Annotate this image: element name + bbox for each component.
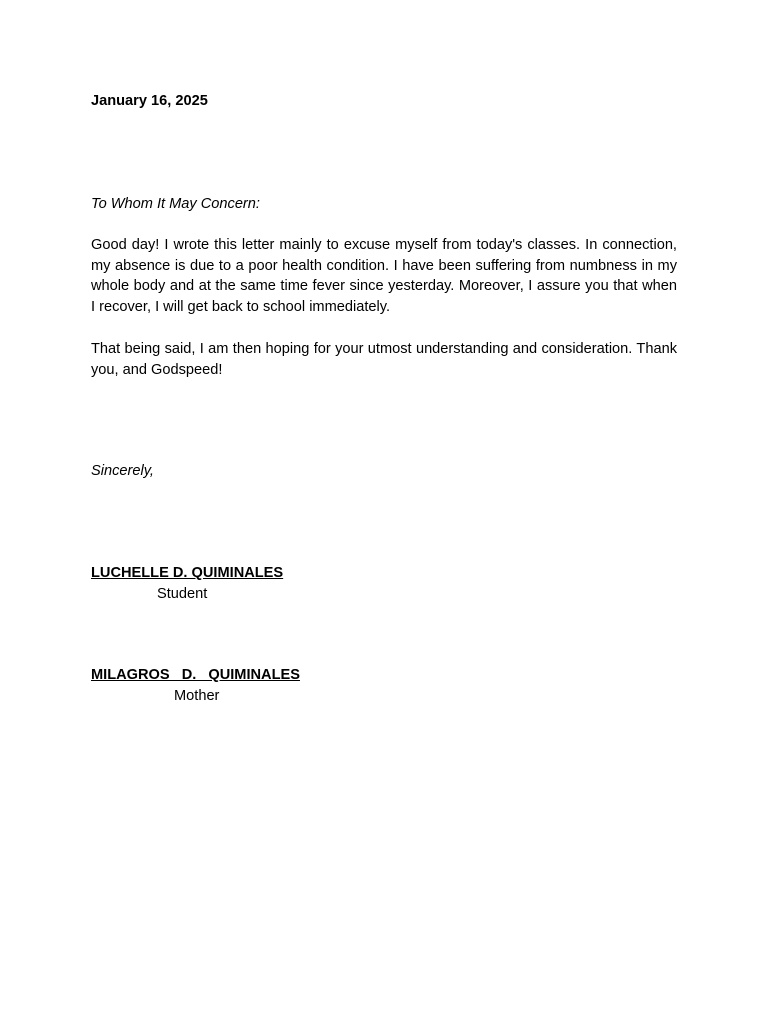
signatory-role-student: Student [157, 586, 208, 602]
salutation: To Whom It May Concern: [91, 196, 260, 212]
signatory-name-mother: MILAGROS D. QUIMINALES [91, 667, 300, 683]
closing: Sincerely, [91, 463, 154, 479]
body-paragraph-1: Good day! I wrote this letter mainly to excuse myself from today's classes. In connection, my absence is due to a poor health condition. I have been suffering from numbness in my whole body and at the same time fever since yesterday. Moreover, I assure you that when I recover, I will get back to school immediately. [91, 237, 677, 315]
letter-date: January 16, 2025 [91, 93, 208, 109]
body-paragraph-2: That being said, I am then hoping for your utmost understanding and consideration. Thank you, and Godspeed! [91, 341, 677, 378]
signatory-name-student: LUCHELLE D. QUIMINALES [91, 565, 284, 581]
signatory-role-mother: Mother [174, 688, 220, 704]
